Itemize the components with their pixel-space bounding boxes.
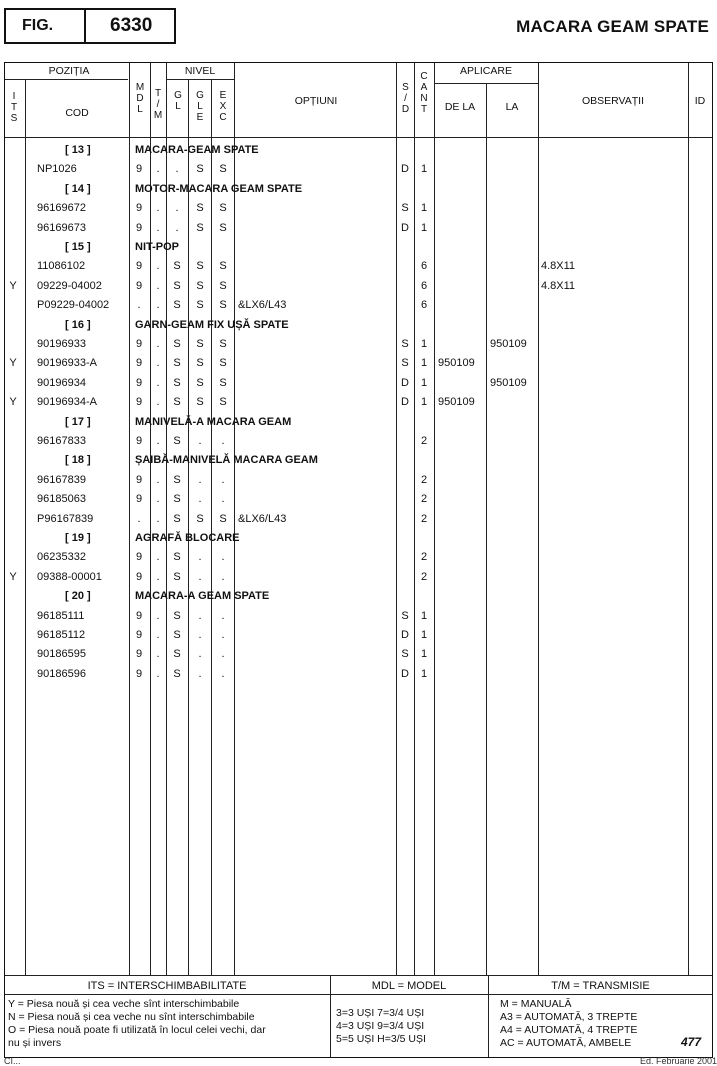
- group-name: MOTOR-MACARA GEAM SPATE: [135, 183, 303, 195]
- cell-cod: 90196934: [37, 377, 86, 389]
- cell-cod: 96167839: [37, 474, 86, 486]
- cell-tm: .: [156, 357, 160, 369]
- cell-gle: .: [198, 493, 202, 505]
- cell-cod: 96185111: [37, 610, 85, 622]
- cell-sd: D: [401, 668, 409, 680]
- cell-sd: D: [401, 629, 409, 641]
- group-position: [ 20 ]: [65, 590, 91, 602]
- cell-tm: .: [156, 474, 160, 486]
- header-observatii: OBSERVAȚII: [581, 95, 645, 107]
- cell-exc: S: [219, 377, 227, 389]
- cell-mdl: 9: [135, 571, 143, 583]
- cell-sd: S: [401, 610, 409, 622]
- cell-exc: .: [221, 474, 225, 486]
- column-divider: [396, 63, 397, 975]
- cell-cant: 1: [420, 338, 428, 350]
- column-divider: [25, 79, 26, 975]
- cell-exc: S: [219, 163, 227, 175]
- legend-tm-line: A3 = AUTOMATĂ, 3 TREPTE: [500, 1011, 638, 1023]
- cell-sd: S: [401, 648, 409, 660]
- legend-mdl-line: 4=3 UȘI 9=3/4 UȘI: [336, 1020, 425, 1032]
- cell-mdl: 9: [135, 280, 143, 292]
- cell-mdl: 9: [135, 260, 143, 272]
- cell-sd: D: [401, 222, 409, 234]
- cell-mdl: .: [137, 513, 141, 525]
- edition-date: Ed. Februarie 2001: [639, 1056, 717, 1066]
- cell-tm: .: [156, 493, 160, 505]
- figure-number: 6330: [110, 15, 153, 36]
- cell-cod: 96169673: [37, 222, 86, 234]
- cell-gl: S: [173, 299, 181, 311]
- cell-tm: .: [156, 610, 160, 622]
- header-optiuni: OPȚIUNI: [294, 95, 338, 107]
- cell-exc: S: [219, 299, 227, 311]
- cell-gl: S: [173, 357, 181, 369]
- cell-gle: .: [198, 551, 202, 563]
- cell-tm: .: [156, 551, 160, 563]
- cell-gle: .: [198, 629, 202, 641]
- group-position: [ 19 ]: [65, 532, 91, 544]
- cell-exc: .: [221, 668, 225, 680]
- cell-mdl: 9: [135, 551, 143, 563]
- cell-exc: .: [221, 493, 225, 505]
- cell-gl: .: [175, 163, 179, 175]
- cell-cod: 11086102: [37, 260, 86, 272]
- cell-obs: 4.8X11: [541, 260, 576, 272]
- cell-exc: .: [221, 648, 225, 660]
- cell-exc: S: [219, 338, 227, 350]
- cell-exc: .: [221, 551, 225, 563]
- cell-tm: .: [156, 260, 160, 272]
- cell-sd: D: [401, 163, 409, 175]
- cell-gl: S: [173, 280, 181, 292]
- cell-tm: .: [156, 629, 160, 641]
- cell-gl: S: [173, 551, 181, 563]
- cell-cant: 6: [420, 280, 428, 292]
- cell-gl: .: [175, 222, 179, 234]
- cell-exc: S: [219, 513, 227, 525]
- cell-cant: 6: [420, 299, 428, 311]
- cell-its: Y: [9, 571, 17, 583]
- group-position: [ 16 ]: [65, 319, 91, 331]
- cell-its: Y: [9, 280, 17, 292]
- cell-tm: .: [156, 377, 160, 389]
- cell-cant: 1: [420, 648, 428, 660]
- footer-top-line: [5, 975, 712, 976]
- cell-gle: S: [196, 163, 204, 175]
- header-pozitia: POZIȚIA: [48, 65, 90, 77]
- figure-label: FIG.: [22, 17, 54, 34]
- legend-tm-line: M = MANUALĂ: [500, 998, 572, 1010]
- legend-its-title: ITS = INTERSCHIMBABILITATE: [87, 980, 247, 992]
- cell-cod: 90186595: [37, 648, 86, 660]
- cell-mdl: 9: [135, 610, 143, 622]
- cell-cant: 2: [420, 435, 428, 447]
- cell-opt: &LX6/L43: [238, 299, 287, 311]
- cell-gle: S: [196, 377, 204, 389]
- cell-cant: 1: [420, 610, 428, 622]
- cell-cant: 1: [420, 222, 428, 234]
- cell-gle: .: [198, 610, 202, 622]
- cell-gl: .: [175, 202, 179, 214]
- group-position: [ 15 ]: [65, 241, 91, 253]
- cell-gl: S: [173, 338, 181, 350]
- cell-mdl: 9: [135, 435, 143, 447]
- cell-tm: .: [156, 163, 160, 175]
- column-divider: [688, 63, 689, 975]
- cell-gl: S: [173, 396, 181, 408]
- cell-mdl: 9: [135, 377, 143, 389]
- cell-gle: S: [196, 299, 204, 311]
- cell-sd: D: [401, 396, 409, 408]
- legend-mdl-line: 3=3 UȘI 7=3/4 UȘI: [336, 1007, 425, 1019]
- group-position: [ 17 ]: [65, 416, 91, 428]
- column-divider: [211, 79, 212, 975]
- cell-mdl: 9: [135, 163, 143, 175]
- cell-gl: S: [173, 668, 181, 680]
- cell-cod: P96167839: [37, 513, 94, 525]
- group-name: MACARA-A GEAM SPATE: [135, 590, 270, 602]
- header-cod: COD: [65, 107, 89, 119]
- cell-mdl: 9: [135, 648, 143, 660]
- column-divider: [434, 63, 435, 975]
- header-aplicare: APLICARE: [460, 65, 512, 77]
- bottom-left-text: CI...: [4, 1056, 21, 1066]
- cell-gle: S: [196, 260, 204, 272]
- cell-gl: S: [173, 435, 181, 447]
- header-cant: C A N T: [420, 71, 428, 115]
- cell-la: 950109: [490, 338, 527, 350]
- cell-exc: S: [219, 357, 227, 369]
- cell-exc: .: [221, 610, 225, 622]
- page-title: MACARA GEAM SPATE: [516, 17, 709, 36]
- header-divider: [5, 79, 128, 80]
- cell-cod: 96169672: [37, 202, 86, 214]
- column-divider: [188, 79, 189, 975]
- cell-cod: 06235332: [37, 551, 86, 563]
- cell-cod: 90196933-A: [37, 357, 97, 369]
- cell-cant: 2: [420, 474, 428, 486]
- cell-cod: 09388-00001: [37, 571, 102, 583]
- column-divider: [234, 63, 235, 975]
- cell-sd: S: [401, 357, 409, 369]
- header-nivel: NIVEL: [184, 65, 216, 77]
- cell-exc: .: [221, 629, 225, 641]
- footer-mid-line: [5, 994, 712, 995]
- cell-gl: S: [173, 629, 181, 641]
- cell-exc: S: [219, 260, 227, 272]
- cell-cod: 96185063: [37, 493, 86, 505]
- cell-cant: 1: [420, 629, 428, 641]
- group-name: NIT-POP: [135, 241, 180, 253]
- legend-tm-title: T/M = TRANSMISIE: [551, 980, 650, 992]
- cell-mdl: 9: [135, 493, 143, 505]
- cell-mdl: 9: [135, 357, 143, 369]
- group-position: [ 18 ]: [65, 454, 91, 466]
- cell-cod: 96167833: [37, 435, 86, 447]
- header-bottom-line: [5, 137, 712, 138]
- page-number: 477: [680, 1035, 701, 1049]
- header-gl: G L: [174, 90, 182, 112]
- group-position: [ 14 ]: [65, 183, 91, 195]
- cell-mdl: 9: [135, 222, 143, 234]
- legend-its-line: N = Piesa nouă și cea veche nu sînt interschimbabile: [8, 1011, 255, 1023]
- cell-de: 950109: [438, 357, 475, 369]
- legend-its-line: O = Piesa nouă poate fi utilizată în locul celei vechi, dar: [8, 1024, 266, 1036]
- legend-mdl-line: 5=5 UȘI H=3/5 UȘI: [336, 1033, 426, 1045]
- cell-cant: 2: [420, 551, 428, 563]
- parts-table-frame: [4, 62, 713, 1058]
- cell-obs: 4.8X11: [541, 280, 576, 292]
- group-name: MANIVELĂ-A MACARA GEAM: [135, 416, 292, 428]
- cell-cod: 09229-04002: [37, 280, 102, 292]
- cell-tm: .: [156, 571, 160, 583]
- cell-tm: .: [156, 396, 160, 408]
- group-name: AGRAFĂ BLOCARE: [135, 532, 240, 544]
- cell-cant: 1: [420, 357, 428, 369]
- cell-gl: S: [173, 513, 181, 525]
- header-la: LA: [505, 101, 519, 113]
- cell-cant: 1: [420, 163, 428, 175]
- group-name: MACARA-GEAM SPATE: [135, 144, 259, 156]
- cell-mdl: 9: [135, 338, 143, 350]
- cell-tm: .: [156, 280, 160, 292]
- cell-gle: S: [196, 280, 204, 292]
- cell-cod: P09229-04002: [37, 299, 110, 311]
- cell-tm: .: [156, 202, 160, 214]
- cell-tm: .: [156, 668, 160, 680]
- header-id: ID: [694, 95, 706, 107]
- cell-la: 950109: [490, 377, 527, 389]
- cell-mdl: 9: [135, 396, 143, 408]
- header-mdl: M D L: [135, 82, 145, 115]
- cell-mdl: .: [137, 299, 141, 311]
- cell-de: 950109: [438, 396, 475, 408]
- cell-sd: D: [401, 377, 409, 389]
- cell-mdl: 9: [135, 629, 143, 641]
- header-its: I T S: [10, 91, 18, 124]
- legend-tm-line: A4 = AUTOMATĂ, 4 TREPTE: [500, 1024, 638, 1036]
- cell-gle: S: [196, 357, 204, 369]
- cell-gle: S: [196, 202, 204, 214]
- cell-gle: .: [198, 435, 202, 447]
- cell-gl: S: [173, 474, 181, 486]
- cell-cant: 6: [420, 260, 428, 272]
- cell-exc: S: [219, 222, 227, 234]
- cell-cant: 2: [420, 513, 428, 525]
- cell-tm: .: [156, 222, 160, 234]
- cell-gl: S: [173, 260, 181, 272]
- cell-exc: S: [219, 202, 227, 214]
- cell-its: Y: [9, 357, 17, 369]
- column-divider: [538, 63, 539, 975]
- cell-cod: 90186596: [37, 668, 86, 680]
- cell-cant: 1: [420, 202, 428, 214]
- header-divider: [166, 79, 234, 80]
- cell-cod: 96185112: [37, 629, 86, 641]
- cell-cant: 2: [420, 493, 428, 505]
- legend-mdl-title: MDL = MODEL: [371, 980, 447, 992]
- header-tm: T / M: [153, 88, 163, 121]
- cell-exc: S: [219, 396, 227, 408]
- cell-cod: 90196934-A: [37, 396, 97, 408]
- cell-exc: .: [221, 571, 225, 583]
- cell-cant: 2: [420, 571, 428, 583]
- cell-tm: .: [156, 513, 160, 525]
- header-gle: G L E: [196, 90, 204, 123]
- header-exc: E X C: [219, 90, 227, 123]
- cell-gle: .: [198, 648, 202, 660]
- cell-gl: S: [173, 610, 181, 622]
- cell-opt: &LX6/L43: [238, 513, 287, 525]
- cell-gle: S: [196, 222, 204, 234]
- cell-tm: .: [156, 299, 160, 311]
- cell-sd: S: [401, 202, 409, 214]
- legend-its-line: nu și invers: [8, 1037, 62, 1049]
- legend-tm-line: AC = AUTOMATĂ, AMBELE: [500, 1037, 632, 1049]
- cell-cant: 1: [420, 396, 428, 408]
- cell-sd: S: [401, 338, 409, 350]
- header-sd: S / D: [401, 82, 410, 115]
- cell-gle: S: [196, 396, 204, 408]
- cell-cod: 90196933: [37, 338, 86, 350]
- group-position: [ 13 ]: [65, 144, 91, 156]
- cell-gl: S: [173, 648, 181, 660]
- cell-exc: .: [221, 435, 225, 447]
- cell-tm: .: [156, 338, 160, 350]
- cell-gl: S: [173, 571, 181, 583]
- cell-cant: 1: [420, 377, 428, 389]
- cell-mdl: 9: [135, 202, 143, 214]
- figure-box-divider: [84, 8, 86, 44]
- cell-tm: .: [156, 435, 160, 447]
- group-name: ȘAIBĂ-MANIVELĂ MACARA GEAM: [135, 454, 318, 466]
- cell-gle: .: [198, 571, 202, 583]
- cell-mdl: 9: [135, 668, 143, 680]
- column-divider: [486, 83, 487, 975]
- cell-gle: S: [196, 513, 204, 525]
- legend-its-line: Y = Piesa nouă și cea veche sînt interschimbabile: [8, 998, 240, 1010]
- cell-cod: NP1026: [37, 163, 77, 175]
- cell-tm: .: [156, 648, 160, 660]
- cell-its: Y: [9, 396, 17, 408]
- cell-exc: S: [219, 280, 227, 292]
- cell-gle: S: [196, 338, 204, 350]
- cell-gl: S: [173, 377, 181, 389]
- cell-gle: .: [198, 668, 202, 680]
- cell-mdl: 9: [135, 474, 143, 486]
- header-de-la: DE LA: [444, 101, 476, 113]
- cell-gl: S: [173, 493, 181, 505]
- group-name: GARN-GEAM FIX UȘĂ SPATE: [135, 319, 289, 331]
- cell-gle: .: [198, 474, 202, 486]
- cell-cant: 1: [420, 668, 428, 680]
